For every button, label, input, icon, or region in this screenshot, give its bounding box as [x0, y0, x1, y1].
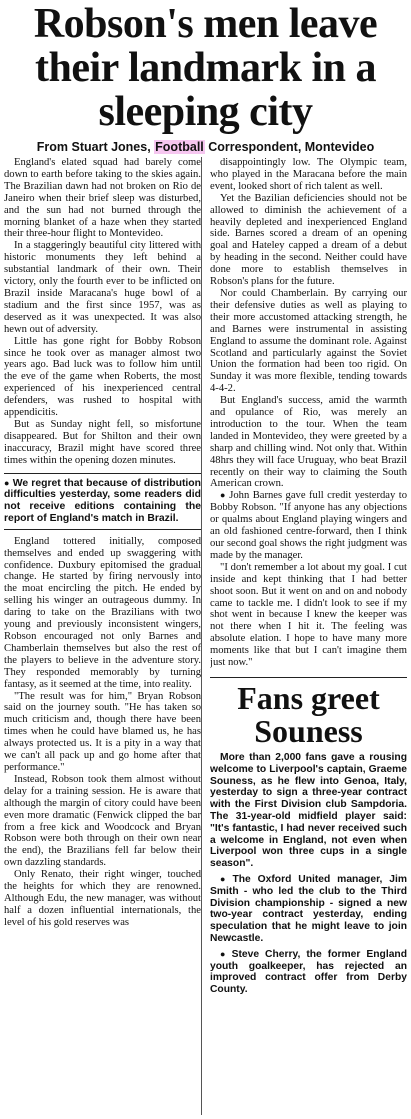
sidebar-headline: Fans greet Souness	[210, 677, 407, 748]
bullet-icon: ●	[220, 490, 227, 501]
right-column	[210, 157, 407, 1115]
byline-prefix: From Stuart Jones,	[36, 140, 155, 154]
article-paragraph: But England's success, amid the warmth and opulance of Rio, was merely an introduction to the tour. When the team landed in Montevideo, they were greeted by a sharp and chilling wind. Not only that. Within 48hrs they will face Uruguay, who beat Brazil recently on their way to claiming the South American crown.	[210, 395, 407, 490]
sidebar-paragraph	[210, 874, 407, 945]
article-columns	[4, 157, 407, 1115]
article-paragraph: Little has gone right for Bobby Robson since he took over as manager almost two years ago. Bad luck was to follow him until the eve of the game when Roberts, the most experienced of his inexperienced central defenders, was rushed to hospital with appendicitis.	[4, 335, 201, 419]
sidebar-paragraph	[210, 949, 407, 996]
article-paragraph: England tottered initially, composed themselves and ended up swaggering with confidence. Duxbury epitomised the gradual change. He started by firing nervously into the moat encircling the pitch. He ended by selling his winger an outrageous dummy. In daring to take on the Brazilians with two young and previously inconsistent wingers, Robson encouraged not only Barnes and Chamberlain themselves but also the rest of the players to believe in the adventure story. They responded memorably by turning fantasy, as it seemed at the time, into reality.	[4, 535, 201, 690]
article-paragraph: "The result was for him," Bryan Robson said on the journey south. "He has taken so much criticism and, though there have been times when he could have blamed us, he has always protected us. It is a pity in a way that we can't all pack up and go home after that performance."	[4, 690, 201, 773]
paragraph-text: John Barnes gave full credit yesterday to Bobby Robson. "If anyone has any objections or qualms about England playing wingers and an old fashioned centre-forward, then I think our second goal shows the right judgment was made by the manager.	[210, 490, 407, 561]
main-headline: Robson's men leave their landmark in a sleeping city	[33, 1, 378, 135]
article-paragraph: In a staggeringly beautiful city littered with historic monuments they left behind a substantial landmark of their own. Their victory, only the fourth ever to be inflicted on Brazil inside Maracana's huge bowl of a stadium and the first since 1957, was as deserved as it was unexpected. It was also hewn out of adversity.	[4, 240, 201, 335]
sidebar-paragraph: More than 2,000 fans gave a rousing welcome to Liverpool's captain, Graeme Souness, as he flew into Genoa, Italy, yesterday to sign a three-year contract with the First Division club Sampdoria. The 31-year-old midfield player said: "It's fantastic, I had never received such a welcome in England, not even when Liverpool won three cups in a single season".	[210, 751, 407, 870]
article-paragraph	[210, 490, 407, 561]
paragraph-text: Steve Cherry, the former England youth goalkeeper, has rejected an improved contract offer from Derby County.	[210, 948, 407, 996]
notice-text: We regret that because of distribution difficulties yesterday, some readers did not receive editions containing the report of England's match in Brazil.	[4, 477, 201, 524]
byline-suffix: Correspondent, Montevideo	[204, 140, 375, 154]
article-paragraph: Nor could Chamberlain. By carrying our their defensive duties as well as playing to their more accustomed attacking strength, he and Barnes were instrumental in assisting England to assume the dominant role. Against Scotland and particularly against the Soviet Union the formation had been too rigid. On Sunday it was more flexible, tending towards 4-4-2.	[210, 287, 407, 395]
article-paragraph: Instead, Robson took them almost without delay for a training session. He is aware that although the margin of citory could have been even more dramatic (Fenwick clipped the bar from a free kick and Woodcock and Bryan Robson were both through on their own near the end), the Brazilians fell far below their own dazzling standards.	[4, 773, 201, 869]
article-paragraph: Yet the Bazilian deficiencies should not be allowed to diminish the achievement of a heavily depleted and inexperienced England side. Barnes scored a dream of an opening goal and Hateley capped a dream of a debut by heading in the second. Neither could have done more to establish themselves in Robson's plans for the future.	[210, 192, 407, 288]
byline	[4, 140, 407, 154]
article-paragraph: disappointingly low. The Olympic team, who played in the Maracana before the main event, looked short of rich talent as well.	[210, 157, 407, 192]
bullet-icon: ●	[220, 873, 230, 884]
distribution-notice	[4, 473, 201, 530]
byline-highlight: Football	[155, 140, 204, 154]
article-paragraph: Only Renato, their right winger, touched the heights for which they are renowned. Although Edu, the new manager, was without half a dozen influential internationals, the level of his gold reserves was	[4, 869, 201, 928]
paragraph-text: The Oxford United manager, Jim Smith - who led the club to the Third Division championship - signed a new two-year contract yesterday, ending speculation that he might leave to join Newcastle.	[210, 873, 407, 944]
left-column	[4, 157, 201, 1115]
bullet-icon: ●	[220, 948, 229, 959]
article-paragraph: But as Sunday night fell, so misfortune disappeared. But for Shilton and their own inaccuracy, Brazil might have scored three times within the opening dozen minutes.	[4, 418, 201, 466]
article-paragraph: "I don't remember a lot about my goal. I cut inside and kept thinking that I had better shoot soon. But it went on and on and nobody came to tackle me. I didn't look to see if my shot went in because I knew the keeper was not there when I hit it. The feeling was absolute elation. I hope to have many more moments like that but I can't imagine them just now."	[210, 561, 407, 669]
bullet-icon: ●	[4, 477, 10, 488]
article-paragraph: England's elated squad had barely come down to earth before taking to the skies again. The Brazilian dawn had not broken on Rio de Janeiro when their brief sleep was disturbed, and the sun had not burned through the morning blanket of a haze when they started their three-hour flight to Montevideo.	[4, 157, 201, 240]
